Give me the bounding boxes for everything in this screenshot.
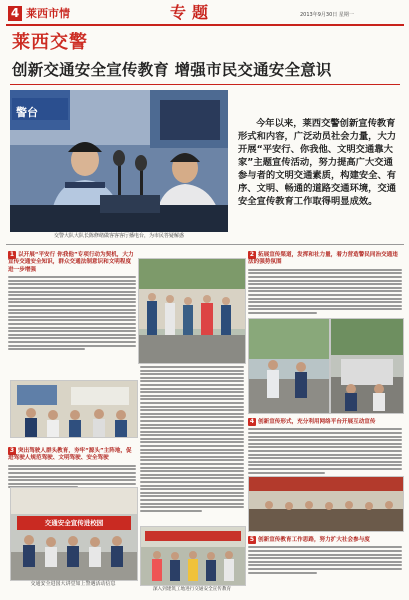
section-1-body bbox=[8, 276, 136, 350]
section-1-number: 1 bbox=[9, 251, 15, 258]
studio-illustration bbox=[10, 90, 228, 232]
section-2-number: 2 bbox=[249, 251, 255, 258]
section-2 bbox=[248, 251, 402, 316]
section-3 bbox=[8, 447, 136, 490]
section-3-number: 3 bbox=[9, 447, 15, 454]
section-4 bbox=[248, 418, 402, 475]
section-5-number: 5 bbox=[249, 536, 255, 543]
lead-paragraph: 今年以来，莱西交警创新宣传教育形式和内容，广泛动员社会力量，大力开展“平安行、你我他、文明交通靠大家”主题宣传活动，努力提高广大交通参与者的文明交通素质，构建安全、有序、文明、畅通的道路交通环境，交通安全宣传教育工作取得明显成效。 bbox=[238, 118, 397, 207]
kicker: 莱西交警 bbox=[12, 32, 88, 53]
section-2-body bbox=[248, 269, 402, 314]
campus-banner-text: 交通安全宣传进校园 bbox=[44, 519, 104, 527]
section-4-number: 4 bbox=[249, 418, 255, 425]
section-divider bbox=[6, 244, 404, 245]
page-header bbox=[0, 0, 409, 26]
header-rule bbox=[6, 24, 404, 26]
section-3-body bbox=[8, 465, 136, 489]
section-name: 莱西市情 bbox=[26, 7, 70, 20]
studio-sign: 警台 bbox=[16, 106, 38, 119]
seminar-photo bbox=[248, 476, 404, 532]
classroom-photo bbox=[10, 380, 138, 438]
headline-rule bbox=[10, 84, 400, 85]
roadside-photo-1 bbox=[248, 318, 330, 414]
section-5-title: 创新宣传教育工作思路，努力扩大社会参与度 bbox=[258, 537, 370, 543]
section-1-title: 以开展“平安行 你我他”专项行动为契机，大力宣传交通安全知识，群众交通法制意识和文明程度进一步增强 bbox=[8, 252, 134, 273]
section-4-body bbox=[248, 428, 402, 473]
campus-banner-photo bbox=[10, 487, 138, 581]
section-1 bbox=[8, 251, 136, 352]
headline: 创新交通安全宣传教育 增强市民交通安全意识 bbox=[12, 61, 332, 79]
street-event-photo bbox=[138, 258, 246, 364]
section-2-title: 拓展宣传渠道，发挥和社力量，着力营造警民同治交通违法的强势氛围 bbox=[248, 252, 398, 266]
column-2-body bbox=[140, 366, 244, 513]
page-number: 4 bbox=[8, 6, 22, 21]
page-section-title: 专题 bbox=[170, 3, 215, 22]
mid-left-caption: 交通安全进国大讲堂如上警遇活动信息 bbox=[30, 581, 116, 587]
section-5 bbox=[248, 536, 402, 575]
section-5-body bbox=[248, 546, 402, 573]
issue-date: 2013年9月30日 星期一 bbox=[300, 12, 354, 18]
section-4-title: 创新宣传形式，充分利用网络平台开展互动宣传 bbox=[258, 419, 376, 425]
roadside-photo-2 bbox=[330, 318, 404, 414]
radio-studio-photo bbox=[10, 90, 228, 232]
section-3-title: 突出驾驶人群头教育，夯牢“源头”主阵地，促进驾驶人规范驾驶、文明驾驶、安全驾驶 bbox=[8, 448, 132, 462]
construction-site-photo bbox=[140, 526, 246, 586]
bottom-caption: 深入到建筑工地进行交通安全宣传教育 bbox=[152, 587, 232, 592]
top-photo-caption: 交警大队大队长陈修绪做客客客厅播电台，为市民答疑解惑 bbox=[53, 233, 184, 239]
